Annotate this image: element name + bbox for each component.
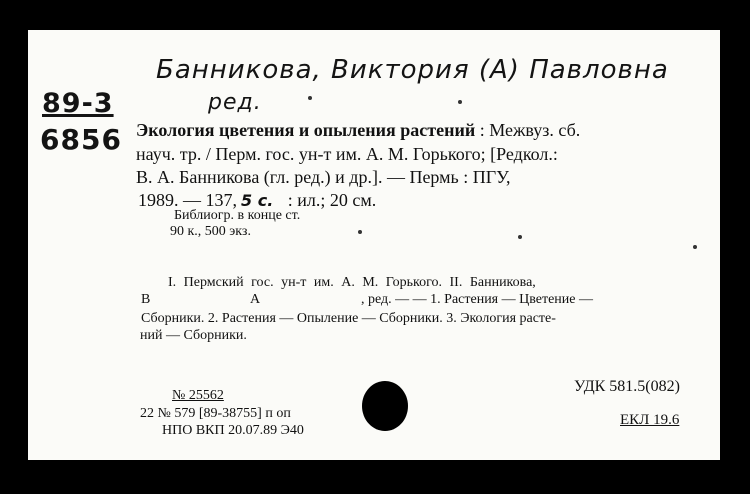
handwritten-role: ред. <box>208 90 262 115</box>
copies-note: 90 к., 500 экз. <box>170 224 251 239</box>
tracings-initial-a: А <box>250 292 261 307</box>
tracings-line-1: I. Пермский гос. ун-т им. А. М. Горького. II. Банникова, <box>168 275 536 290</box>
speck <box>458 100 462 104</box>
tracings-line-4: ний — Сборники. <box>140 328 247 343</box>
entry-line-1 <box>136 120 580 141</box>
speck <box>693 245 697 249</box>
udk-code: УДК 581.5(082) <box>574 378 680 395</box>
entry-title: Экология цветения и опыления растений <box>136 120 476 140</box>
ekl-code: ЕКЛ 19.6 <box>620 412 680 428</box>
entry-pagination: 1989. — 137, <box>138 190 237 210</box>
tracings-initial-v: В <box>141 292 151 307</box>
catalog-card <box>28 30 720 460</box>
tracings-line-3: Сборники. 2. Растения — Опыление — Сборники. 3. Экология расте- <box>141 311 556 326</box>
ink-blot <box>362 381 408 431</box>
entry-physical-description: : ил.; 20 см. <box>283 190 377 210</box>
entry-line-3: В. А. Банникова (гл. ред.) и др.]. — Пермь : ПГУ, <box>136 167 511 187</box>
speck <box>358 230 362 234</box>
handwritten-pages: 5 с. <box>241 191 274 210</box>
speck <box>308 96 312 100</box>
entry-publication-type: : Межвуз. сб. <box>475 120 581 140</box>
shelfmark-bottom: 6856 <box>40 123 122 156</box>
speck <box>518 235 522 239</box>
tracings-line-2: , ред. — — 1. Растения — Цветение — <box>361 292 594 307</box>
entry-line-2: науч. тр. / Перм. гос. ун-т им. А. М. Горького; [Редкол.: <box>136 144 558 164</box>
shelfmark-top: 89-3 <box>42 88 114 119</box>
scan-edge-bottom <box>0 460 750 494</box>
bibliography-note: Библиогр. в конце ст. <box>174 208 301 223</box>
footer-npo: НПО ВКП 20.07.89 Э40 <box>162 423 304 438</box>
footer-number: № 25562 <box>172 388 224 403</box>
handwritten-author: Банникова, Виктория (А) Павловна <box>156 55 669 85</box>
footer-order: 22 № 579 [89-38755] п оп <box>140 406 291 421</box>
scan-edge-right <box>720 0 750 494</box>
